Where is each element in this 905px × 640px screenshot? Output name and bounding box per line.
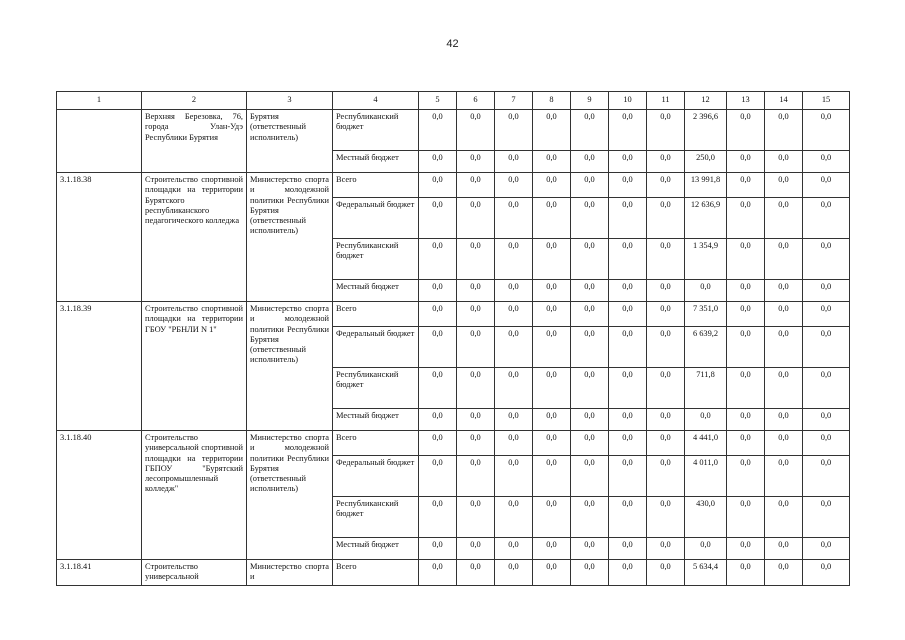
funding-source: Федеральный бюджет [333,198,419,239]
column-header: 5 [419,92,457,110]
amount-cell: 0,0 [765,173,803,198]
amount-cell: 0,0 [457,431,495,456]
amount-cell: 0,0 [609,327,647,368]
amount-cell: 0,0 [571,280,609,302]
funding-source: Всего [333,302,419,327]
amount-cell: 0,0 [609,409,647,431]
amount-cell: 0,0 [647,280,685,302]
amount-cell: 13 991,8 [685,173,727,198]
measure-name: Строительство спортивной площадки на территории Бурятского республиканского педагогического колледжа [142,173,247,302]
amount-cell: 0,0 [533,151,571,173]
amount-cell: 0,0 [609,302,647,327]
amount-cell: 0,0 [803,327,850,368]
measure-code: 3.1.18.38 [57,173,142,302]
amount-cell: 0,0 [609,538,647,560]
amount-cell: 0,0 [647,560,685,586]
amount-cell: 0,0 [571,239,609,280]
amount-cell: 0,0 [803,497,850,538]
amount-cell: 0,0 [457,239,495,280]
amount-cell: 0,0 [727,431,765,456]
amount-cell: 0,0 [765,327,803,368]
funding-source: Всего [333,560,419,586]
amount-cell: 0,0 [533,280,571,302]
amount-cell: 0,0 [495,280,533,302]
amount-cell: 0,0 [419,368,457,409]
amount-cell: 0,0 [647,239,685,280]
table-row [57,110,850,151]
amount-cell: 0,0 [533,560,571,586]
amount-cell: 0,0 [647,368,685,409]
amount-cell: 0,0 [765,302,803,327]
amount-cell: 0,0 [533,368,571,409]
amount-cell: 7 351,0 [685,302,727,327]
amount-cell: 0,0 [533,497,571,538]
amount-cell: 0,0 [685,538,727,560]
amount-cell: 0,0 [765,497,803,538]
funding-source: Федеральный бюджет [333,327,419,368]
amount-cell: 0,0 [765,198,803,239]
amount-cell: 0,0 [727,560,765,586]
amount-cell: 0,0 [609,151,647,173]
amount-cell: 0,0 [457,280,495,302]
amount-cell: 0,0 [533,173,571,198]
amount-cell: 0,0 [803,280,850,302]
measure-executor: Министерство спорта и молодежной политики Республики Бурятия (ответственный исполнитель) [247,302,333,431]
amount-cell: 0,0 [571,456,609,497]
amount-cell: 0,0 [419,198,457,239]
column-header: 15 [803,92,850,110]
amount-cell: 0,0 [803,456,850,497]
funding-source: Всего [333,431,419,456]
amount-cell: 0,0 [495,198,533,239]
amount-cell: 0,0 [495,431,533,456]
measure-code [57,110,142,173]
measure-executor: Министерство спорта и [247,560,333,586]
amount-cell: 0,0 [495,239,533,280]
amount-cell: 0,0 [609,497,647,538]
amount-cell: 0,0 [495,302,533,327]
amount-cell: 0,0 [533,327,571,368]
funding-source: Республиканский бюджет [333,239,419,280]
amount-cell: 0,0 [609,198,647,239]
column-header: 9 [571,92,609,110]
funding-source: Республиканский бюджет [333,110,419,151]
amount-cell: 0,0 [533,198,571,239]
measure-name: Строительство универсальной спортивной площадки на территории ГБПОУ "Бурятский лесопромышленный колледж" [142,431,247,560]
amount-cell: 0,0 [533,110,571,151]
amount-cell: 0,0 [803,409,850,431]
amount-cell: 0,0 [803,538,850,560]
amount-cell: 0,0 [609,456,647,497]
amount-cell: 0,0 [609,173,647,198]
amount-cell: 0,0 [457,456,495,497]
amount-cell: 0,0 [765,409,803,431]
amount-cell: 2 396,6 [685,110,727,151]
funding-source: Всего [333,173,419,198]
amount-cell: 0,0 [765,560,803,586]
measure-code: 3.1.18.40 [57,431,142,560]
page-number: 42 [446,38,459,50]
amount-cell: 0,0 [609,280,647,302]
funding-source: Местный бюджет [333,409,419,431]
amount-cell: 0,0 [457,538,495,560]
amount-cell: 0,0 [495,110,533,151]
amount-cell: 0,0 [571,198,609,239]
amount-cell: 0,0 [419,280,457,302]
column-header: 14 [765,92,803,110]
amount-cell: 0,0 [727,151,765,173]
amount-cell: 0,0 [765,110,803,151]
amount-cell: 0,0 [647,456,685,497]
amount-cell: 0,0 [803,431,850,456]
amount-cell: 0,0 [495,151,533,173]
amount-cell: 0,0 [419,431,457,456]
amount-cell: 0,0 [533,302,571,327]
amount-cell: 0,0 [419,151,457,173]
amount-cell: 0,0 [571,538,609,560]
amount-cell: 0,0 [457,327,495,368]
amount-cell: 0,0 [419,538,457,560]
amount-cell: 0,0 [647,538,685,560]
measure-name: Строительство универсальной [142,560,247,586]
amount-cell: 0,0 [647,110,685,151]
amount-cell: 0,0 [727,368,765,409]
amount-cell: 0,0 [571,560,609,586]
budget-table [56,91,850,586]
amount-cell: 0,0 [727,173,765,198]
amount-cell: 0,0 [533,239,571,280]
amount-cell: 0,0 [495,368,533,409]
amount-cell: 0,0 [765,368,803,409]
amount-cell: 12 636,9 [685,198,727,239]
amount-cell: 0,0 [419,327,457,368]
amount-cell: 0,0 [647,302,685,327]
amount-cell: 0,0 [765,280,803,302]
table-row [57,431,850,456]
amount-cell: 0,0 [803,110,850,151]
amount-cell: 1 354,9 [685,239,727,280]
measure-executor: Министерство спорта и молодежной политики Республики Бурятия (ответственный исполнитель) [247,173,333,302]
amount-cell: 0,0 [647,409,685,431]
amount-cell: 0,0 [457,302,495,327]
amount-cell: 5 634,4 [685,560,727,586]
amount-cell: 0,0 [727,239,765,280]
amount-cell: 0,0 [647,431,685,456]
amount-cell: 0,0 [765,431,803,456]
amount-cell: 0,0 [457,151,495,173]
column-header: 2 [142,92,247,110]
amount-cell: 0,0 [457,560,495,586]
column-header: 3 [247,92,333,110]
amount-cell: 6 639,2 [685,327,727,368]
amount-cell: 430,0 [685,497,727,538]
amount-cell: 0,0 [533,456,571,497]
amount-cell: 0,0 [457,368,495,409]
column-header: 1 [57,92,142,110]
amount-cell: 0,0 [571,327,609,368]
amount-cell: 0,0 [419,302,457,327]
amount-cell: 0,0 [727,280,765,302]
amount-cell: 0,0 [571,151,609,173]
amount-cell: 0,0 [495,560,533,586]
amount-cell: 0,0 [803,302,850,327]
measure-name: Верхняя Березовка, 76, города Улан-Удэ Республики Бурятия [142,110,247,173]
funding-source: Местный бюджет [333,538,419,560]
amount-cell: 0,0 [727,198,765,239]
amount-cell: 0,0 [419,409,457,431]
funding-source: Республиканский бюджет [333,497,419,538]
table-row [57,173,850,198]
amount-cell: 0,0 [495,173,533,198]
amount-cell: 0,0 [419,173,457,198]
amount-cell: 0,0 [571,368,609,409]
measure-code: 3.1.18.41 [57,560,142,586]
funding-source: Местный бюджет [333,280,419,302]
amount-cell: 0,0 [647,327,685,368]
amount-cell: 0,0 [609,110,647,151]
amount-cell: 0,0 [803,151,850,173]
amount-cell: 0,0 [647,173,685,198]
amount-cell: 0,0 [765,239,803,280]
amount-cell: 0,0 [495,327,533,368]
amount-cell: 0,0 [571,431,609,456]
amount-cell: 0,0 [609,431,647,456]
amount-cell: 0,0 [419,560,457,586]
amount-cell: 711,8 [685,368,727,409]
column-header: 11 [647,92,685,110]
column-header: 4 [333,92,419,110]
amount-cell: 0,0 [727,538,765,560]
amount-cell: 0,0 [495,497,533,538]
amount-cell: 0,0 [803,239,850,280]
amount-cell: 0,0 [495,456,533,497]
amount-cell: 0,0 [727,327,765,368]
amount-cell: 0,0 [685,409,727,431]
amount-cell: 0,0 [647,151,685,173]
column-header: 7 [495,92,533,110]
funding-source: Федеральный бюджет [333,456,419,497]
amount-cell: 250,0 [685,151,727,173]
amount-cell: 0,0 [685,280,727,302]
amount-cell: 0,0 [457,173,495,198]
column-header: 8 [533,92,571,110]
amount-cell: 0,0 [571,110,609,151]
column-header: 6 [457,92,495,110]
amount-cell: 0,0 [495,409,533,431]
measure-executor: Бурятия (ответственный исполнитель) [247,110,333,173]
amount-cell: 4 011,0 [685,456,727,497]
amount-cell: 0,0 [803,198,850,239]
funding-source: Местный бюджет [333,151,419,173]
amount-cell: 0,0 [727,409,765,431]
amount-cell: 0,0 [727,456,765,497]
amount-cell: 4 441,0 [685,431,727,456]
amount-cell: 0,0 [533,538,571,560]
amount-cell: 0,0 [609,368,647,409]
amount-cell: 0,0 [571,173,609,198]
amount-cell: 0,0 [647,497,685,538]
amount-cell: 0,0 [419,456,457,497]
amount-cell: 0,0 [457,110,495,151]
amount-cell: 0,0 [419,497,457,538]
amount-cell: 0,0 [803,173,850,198]
column-header: 10 [609,92,647,110]
table-row [57,560,850,586]
funding-source: Республиканский бюджет [333,368,419,409]
column-header: 12 [685,92,727,110]
amount-cell: 0,0 [765,151,803,173]
measure-code: 3.1.18.39 [57,302,142,431]
amount-cell: 0,0 [727,110,765,151]
amount-cell: 0,0 [571,497,609,538]
amount-cell: 0,0 [419,239,457,280]
table-row [57,302,850,327]
amount-cell: 0,0 [457,497,495,538]
amount-cell: 0,0 [495,538,533,560]
amount-cell: 0,0 [727,302,765,327]
amount-cell: 0,0 [647,198,685,239]
amount-cell: 0,0 [803,368,850,409]
amount-cell: 0,0 [457,409,495,431]
amount-cell: 0,0 [571,409,609,431]
amount-cell: 0,0 [765,456,803,497]
column-header: 13 [727,92,765,110]
amount-cell: 0,0 [533,431,571,456]
amount-cell: 0,0 [609,239,647,280]
amount-cell: 0,0 [609,560,647,586]
measure-executor: Министерство спорта и молодежной политики Республики Бурятия (ответственный исполнитель) [247,431,333,560]
amount-cell: 0,0 [457,198,495,239]
amount-cell: 0,0 [419,110,457,151]
amount-cell: 0,0 [803,560,850,586]
amount-cell: 0,0 [571,302,609,327]
header-row [57,92,850,110]
amount-cell: 0,0 [533,409,571,431]
amount-cell: 0,0 [727,497,765,538]
amount-cell: 0,0 [765,538,803,560]
measure-name: Строительство спортивной площадки на территории ГБОУ "РБНЛИ N 1" [142,302,247,431]
